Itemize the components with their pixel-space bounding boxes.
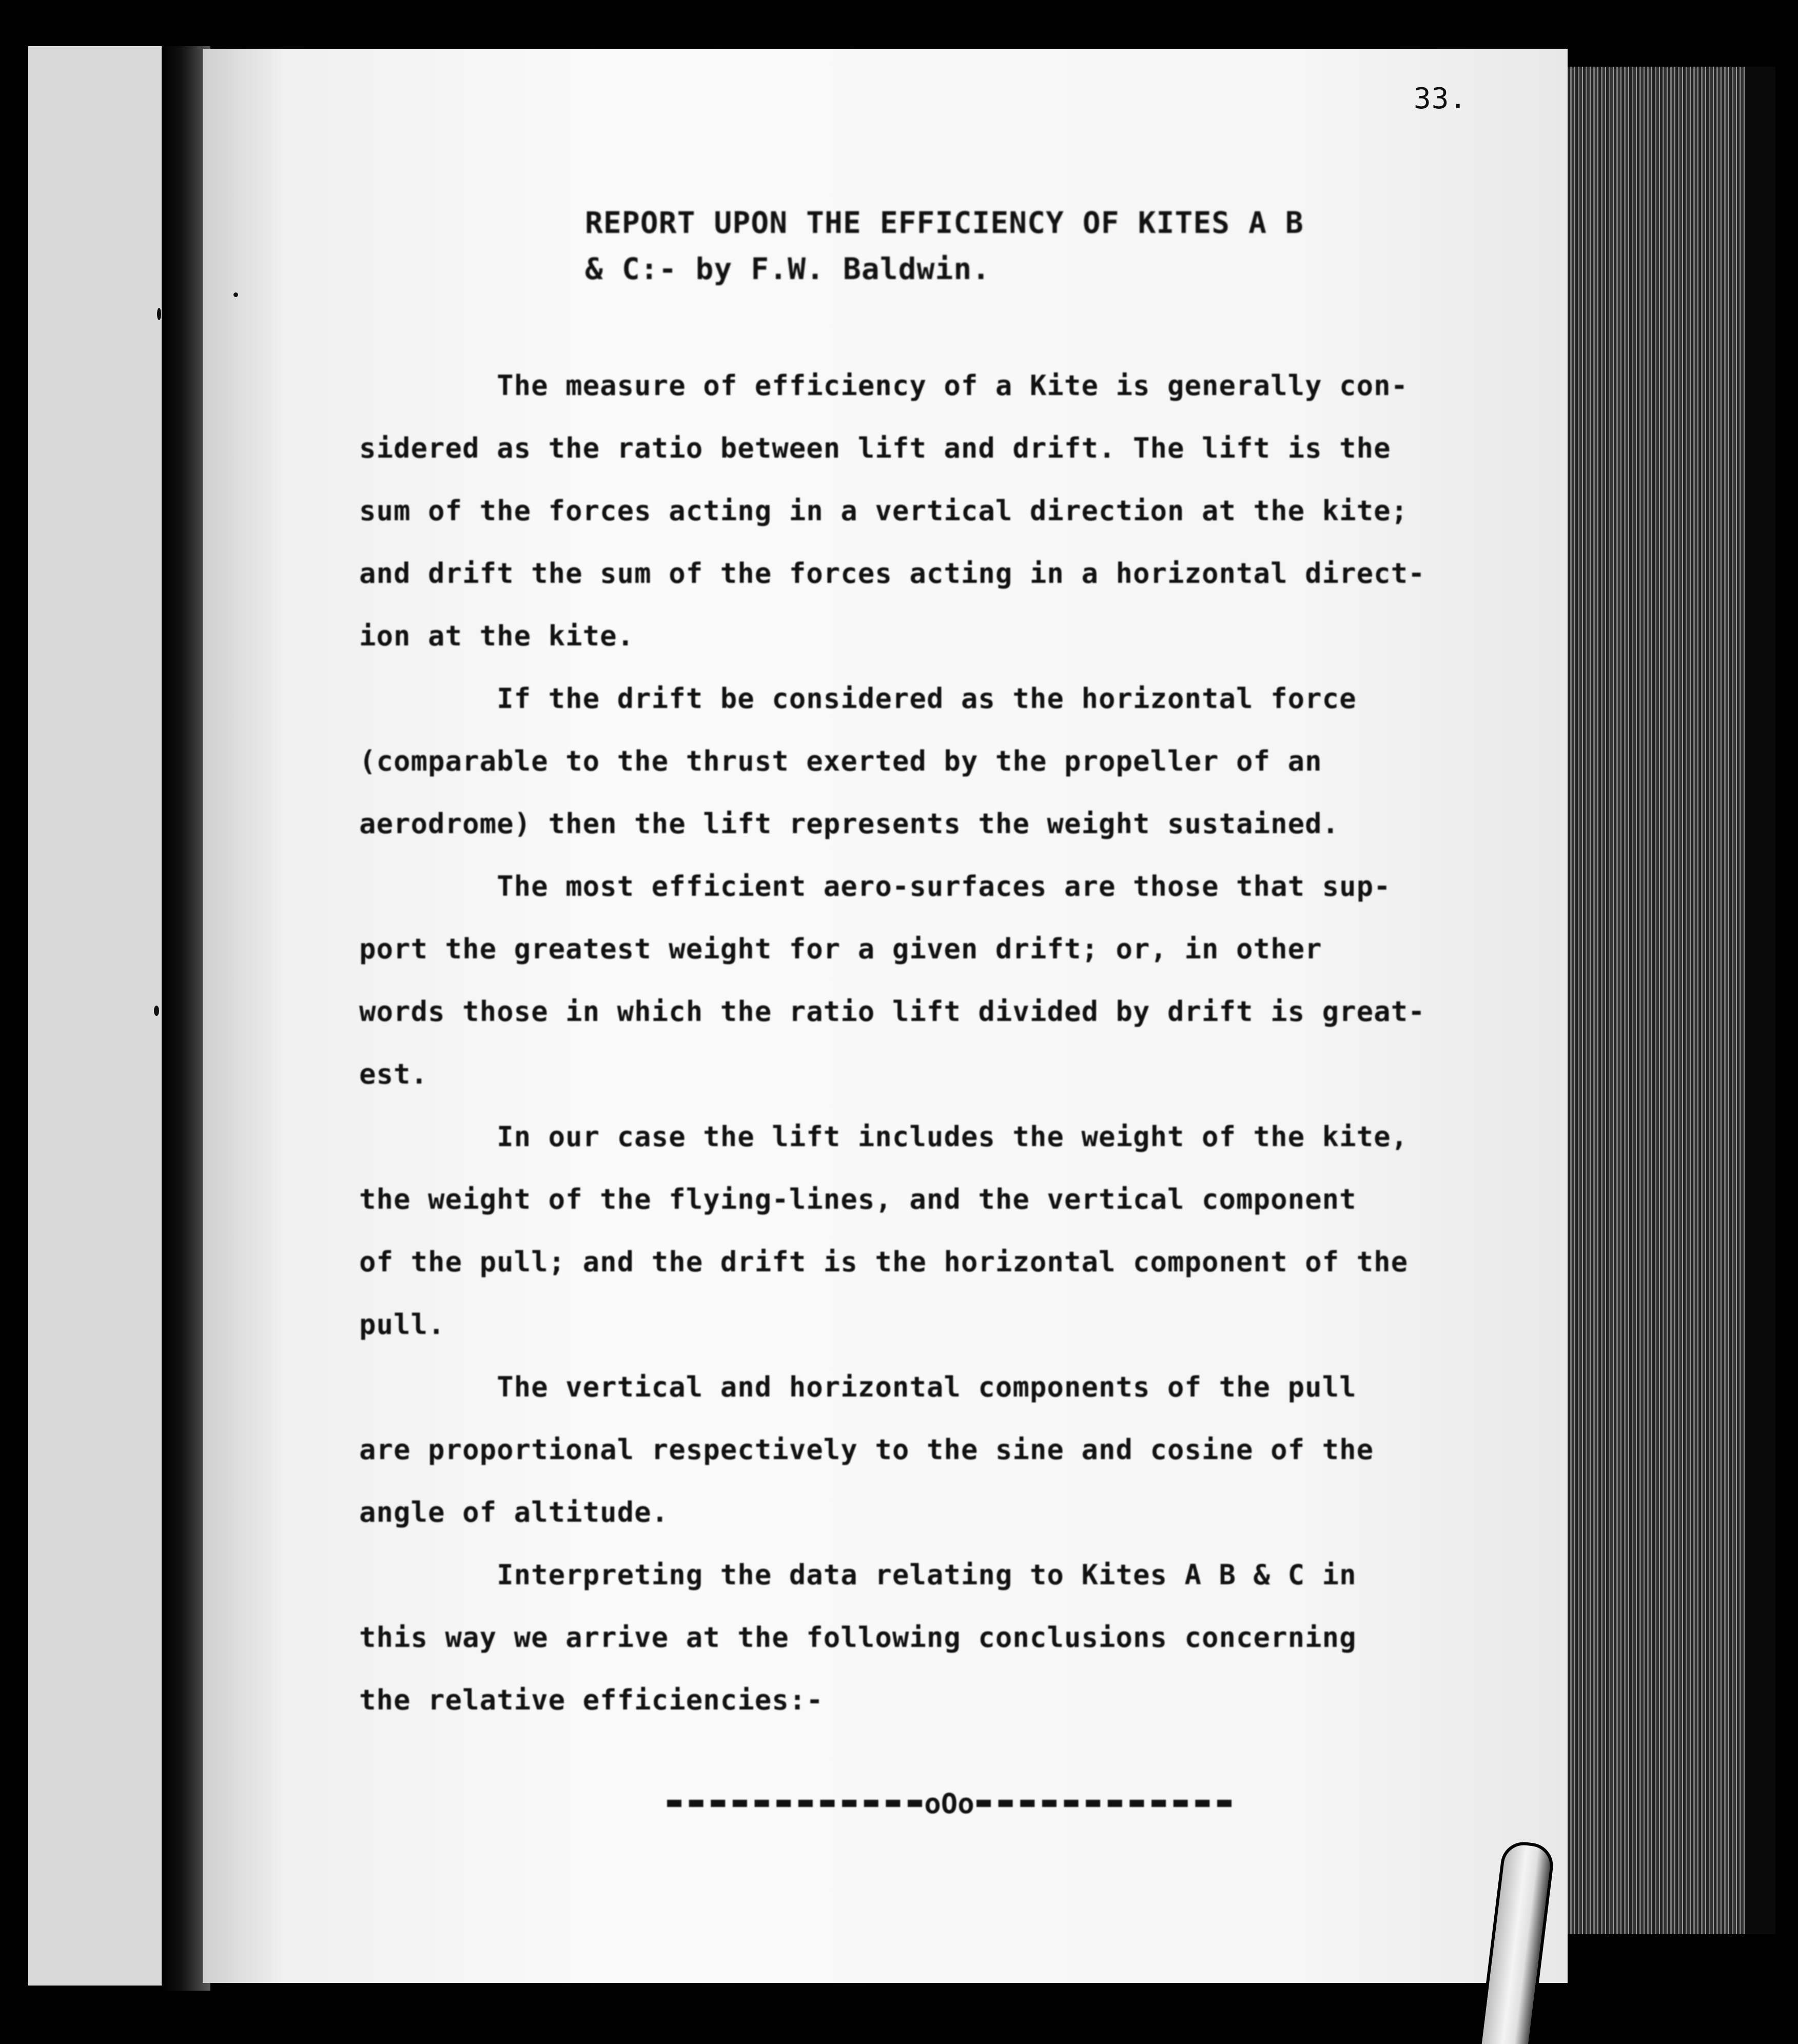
body-line: port the greatest weight for a given drift; or, in other — [359, 933, 1322, 965]
body-line: the relative efficiencies:- — [359, 1684, 824, 1716]
page-stack-edges — [1568, 67, 1745, 1934]
body-line: The vertical and horizontal components of the pull — [359, 1371, 1357, 1403]
body-line: this way we arrive at the following conclusions concerning — [359, 1621, 1357, 1654]
report-title-line-2: & C:- by F.W. Baldwin. — [585, 251, 991, 286]
body-line: are proportional respectively to the sine and cosine of the — [359, 1433, 1374, 1466]
body-line: est. — [359, 1058, 428, 1090]
rule-dashes-right — [976, 1800, 1232, 1807]
page-number: 33. — [1414, 82, 1468, 115]
body-line: of the pull; and the drift is the horizontal component of the — [359, 1246, 1409, 1278]
report-title-line-1: REPORT UPON THE EFFICIENCY OF KITES A B — [585, 205, 1304, 240]
body-line: The measure of efficiency of a Kite is generally con- — [359, 369, 1409, 402]
rule-ornament: oOo — [924, 1787, 974, 1820]
margin-speck — [233, 292, 238, 297]
body-line: sidered as the ratio between lift and drift. The lift is the — [359, 432, 1391, 464]
body-line: In our case the lift includes the weight of the kite, — [359, 1121, 1409, 1153]
body-line: pull. — [359, 1308, 445, 1341]
rule-dashes-left — [667, 1800, 922, 1807]
margin-speck — [157, 308, 161, 320]
margin-speck — [154, 1006, 159, 1016]
body-line: words those in which the ratio lift divided by drift is great- — [359, 995, 1425, 1028]
body-line: sum of the forces acting in a vertical direction at the kite; — [359, 495, 1409, 527]
body-line: aerodrome) then the lift represents the weight sustained. — [359, 808, 1340, 840]
body-line: If the drift be considered as the horizontal force — [359, 682, 1357, 715]
body-line: and drift the sum of the forces acting in a horizontal direct- — [359, 557, 1425, 589]
body-line: the weight of the flying-lines, and the vertical component — [359, 1183, 1357, 1215]
body-line: The most efficient aero-surfaces are those that sup- — [359, 870, 1391, 902]
body-line: ion at the kite. — [359, 620, 635, 652]
facing-page-edge — [28, 46, 167, 1986]
closing-ornamental-rule — [667, 1787, 1232, 1820]
body-line: Interpreting the data relating to Kites A B & C in — [359, 1559, 1357, 1591]
body-line: angle of altitude. — [359, 1496, 669, 1528]
body-line: (comparable to the thrust exerted by the propeller of an — [359, 745, 1322, 777]
book-cover-edge — [1745, 67, 1775, 1934]
